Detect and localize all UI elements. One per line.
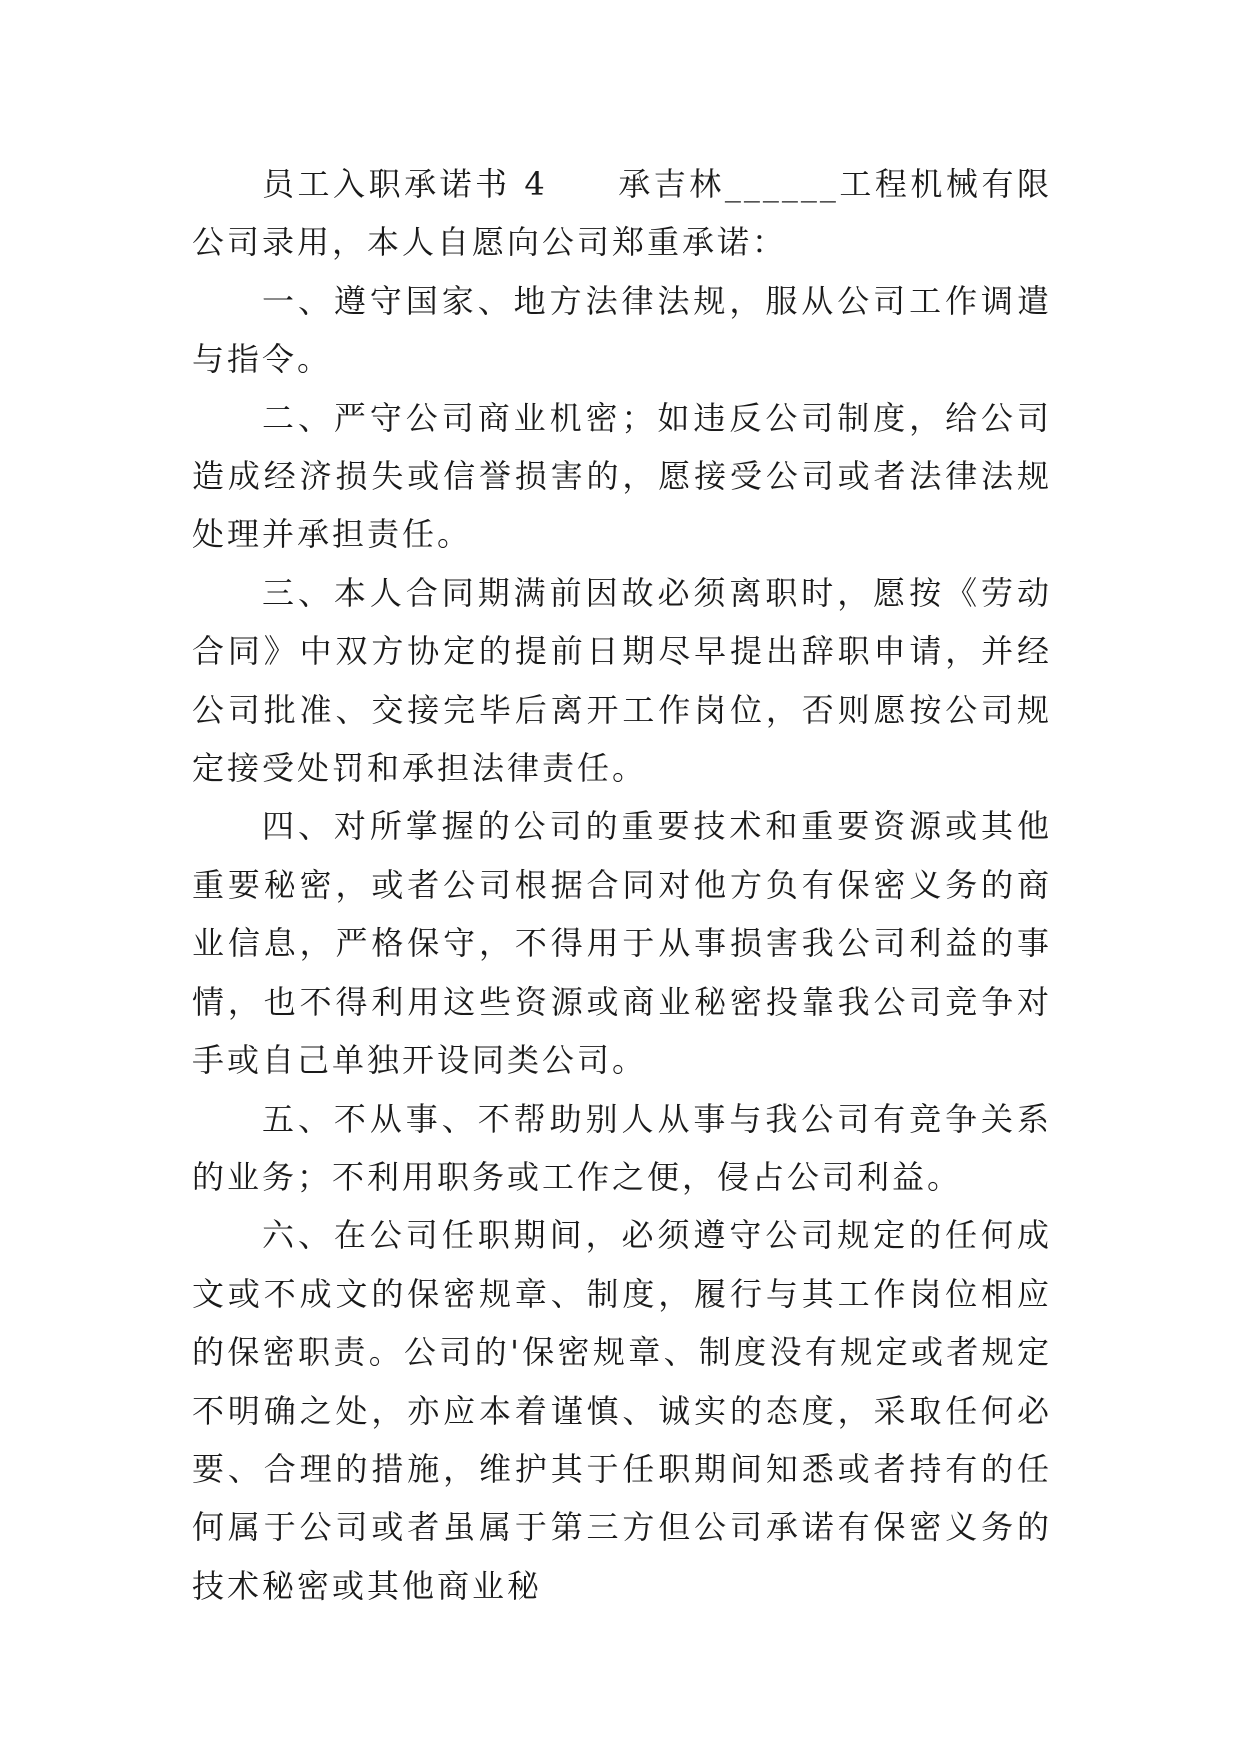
clause-1: 一、遵守国家、地方法律法规，服从公司工作调遣与指令。: [192, 281, 1052, 379]
intro-paragraph: [192, 155, 1052, 272]
clause-5: 五、不从事、不帮助别人从事与我公司有竞争关系的业务；不利用职务或工作之便，侵占公司利益。: [192, 1099, 1052, 1196]
clause-2: 二、严守公司商业机密；如违反公司制度，给公司造成经济损失或信誉损害的，愿接受公司或者法律法规处理并承担责任。: [192, 398, 1052, 554]
clause-3: 三、本人合同期满前因故必须离职时，愿按《劳动合同》中双方协定的提前日期尽早提出辞职申请，并经公司批准、交接完毕后离开工作岗位，否则愿按公司规定接受处罚和承担法律责任。: [192, 573, 1052, 788]
intro-text: 承吉林______工程机械有限公司录用，本人自愿向公司郑重承诺：: [192, 165, 1052, 262]
document-title: 员工入职承诺书 4: [262, 165, 548, 203]
clause-6: 六、在公司任职期间，必须遵守公司规定的任何成文或不成文的保密规章、制度，履行与其工作岗位相应的保密职责。公司的'保密规章、制度没有规定或者规定不明确之处，亦应本着谨慎、诚实的态度，采取任何必要、合理的措施，维护其于任职期间知悉或者持有的任何属于公司或者虽属于第三方但公司承诺有保密义务的技术秘密或其他商业秘: [192, 1216, 1052, 1605]
document-body: [192, 155, 1052, 1615]
clause-4: 四、对所掌握的公司的重要技术和重要资源或其他重要秘密，或者公司根据合同对他方负有保密义务的商业信息，严格保守，不得用于从事损害我公司利益的事情，也不得利用这些资源或商业秘密投靠我公司竞争对手或自己单独开设同类公司。: [192, 807, 1052, 1080]
